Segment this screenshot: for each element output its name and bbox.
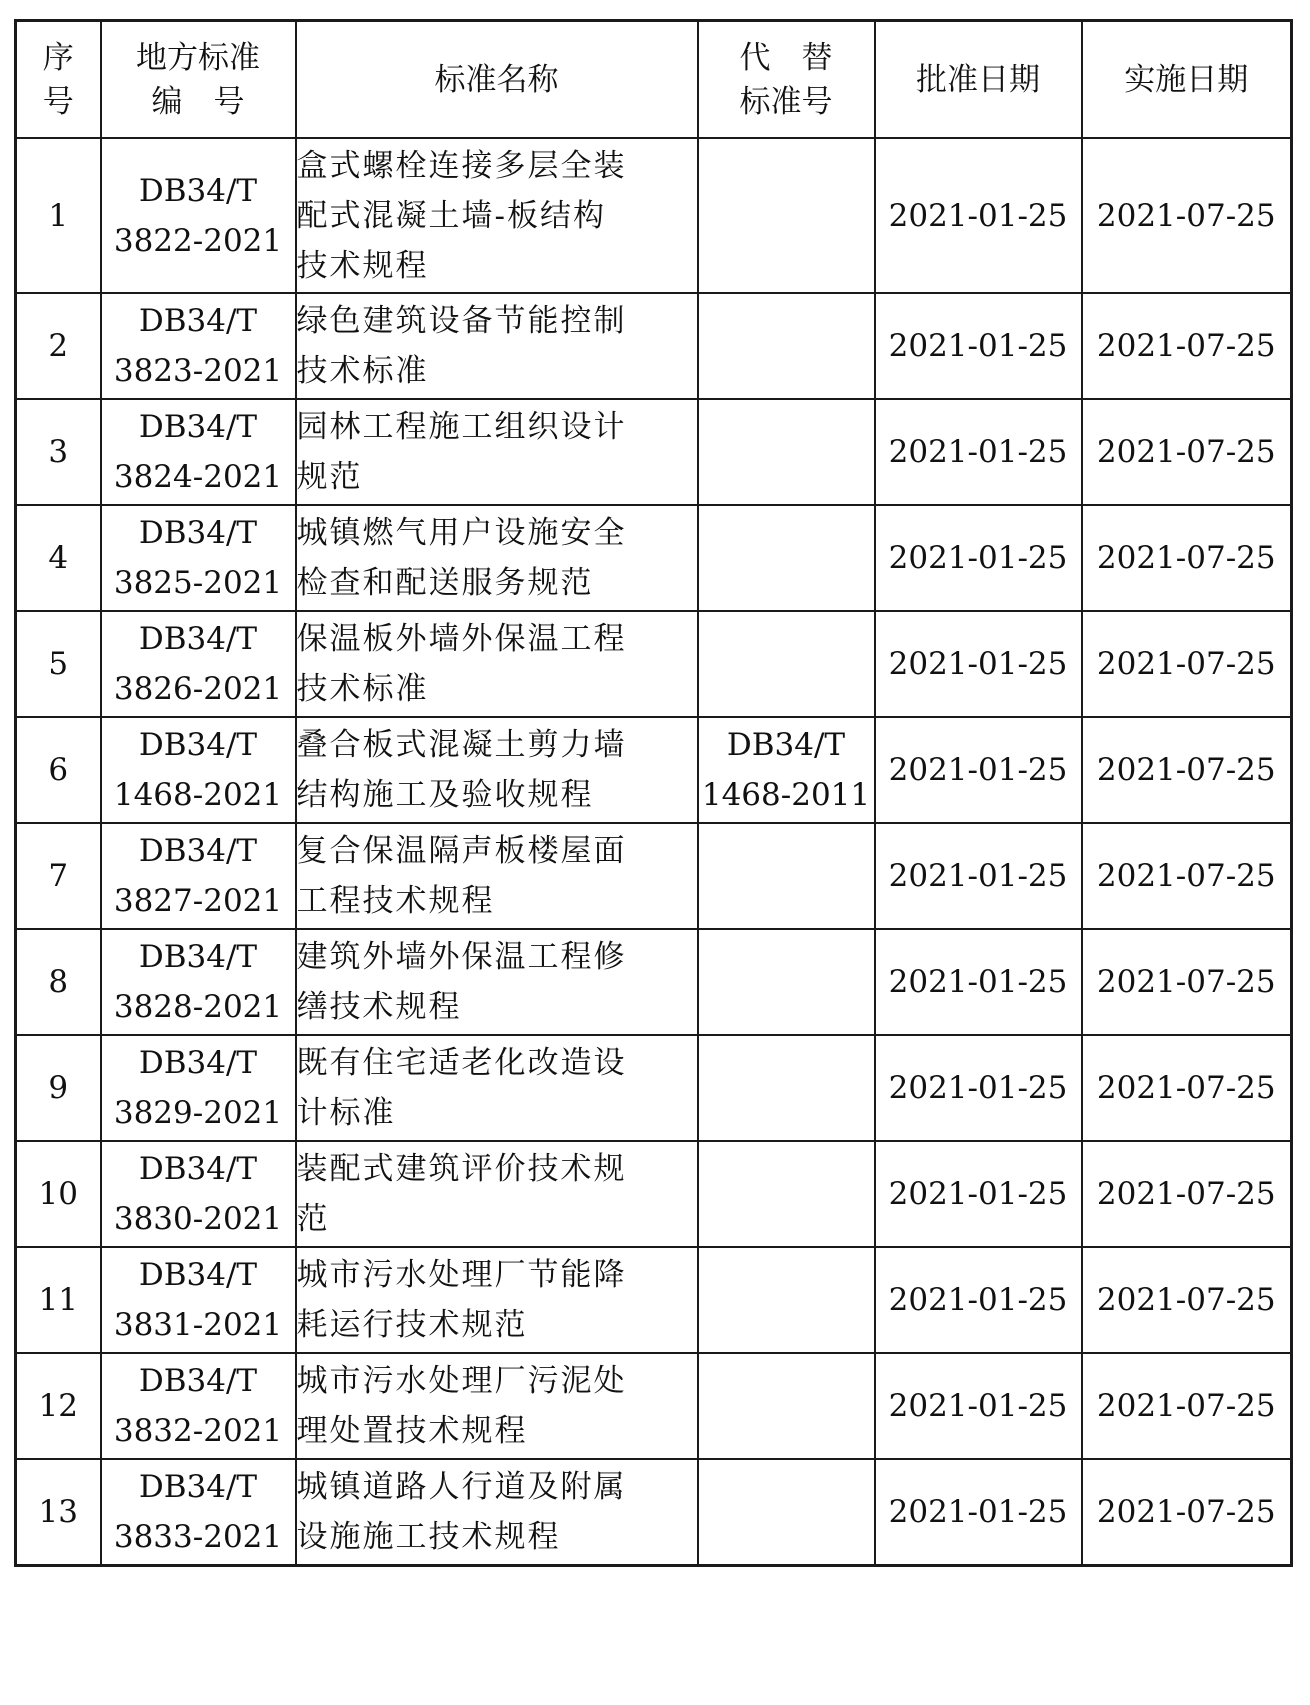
- standard-name-line: 规范: [296, 459, 363, 495]
- local-code-line: DB34/T: [138, 833, 258, 869]
- seq-value: 2: [48, 328, 69, 364]
- local-code-cell: [101, 138, 296, 293]
- seq-cell: [16, 611, 101, 717]
- effective-date-value: 2021-07-25: [1096, 540, 1276, 576]
- effective-date-cell: [1082, 1035, 1292, 1141]
- approval-date-cell: [875, 138, 1082, 293]
- replaces-cell: [698, 1459, 875, 1565]
- header-local-code-line-1: 地方标准: [136, 39, 260, 76]
- seq-cell: [16, 929, 101, 1035]
- header-replaces-line-2: 标准号: [739, 83, 833, 120]
- local-code-line: 3830-2021: [113, 1201, 283, 1237]
- local-code-line: 3824-2021: [113, 459, 283, 495]
- approval-date-cell: [875, 1459, 1082, 1565]
- effective-date-value: 2021-07-25: [1096, 328, 1276, 364]
- table-row: [16, 1035, 1292, 1141]
- header-effective-date: [1082, 21, 1292, 139]
- standard-name-line: 技术标准: [296, 353, 429, 389]
- local-code-line: 3826-2021: [113, 671, 283, 707]
- seq-value: 5: [48, 646, 69, 682]
- standard-name-line: 复合保温隔声板楼屋面: [296, 833, 627, 869]
- replaces-cell: [698, 1035, 875, 1141]
- table-row: [16, 717, 1292, 823]
- effective-date-value: 2021-07-25: [1096, 646, 1276, 682]
- standard-name-line: 城市污水处理厂污泥处: [296, 1363, 627, 1399]
- local-code-line: 3829-2021: [113, 1095, 283, 1131]
- seq-value: 4: [48, 540, 69, 576]
- local-code-line: 3833-2021: [113, 1518, 283, 1555]
- seq-cell: [16, 138, 101, 293]
- effective-date-cell: [1082, 1353, 1292, 1459]
- replaces-cell: [698, 505, 875, 611]
- seq-value: 10: [38, 1176, 78, 1212]
- effective-date-value: 2021-07-25: [1096, 1388, 1276, 1424]
- local-code-line: DB34/T: [138, 409, 258, 445]
- effective-date-cell: [1082, 929, 1292, 1035]
- seq-value: 11: [38, 1282, 78, 1318]
- standard-name-line: 园林工程施工组织设计: [296, 409, 627, 445]
- standard-name-cell: [296, 1247, 698, 1353]
- standard-name-cell: [296, 929, 698, 1035]
- standard-name-line: 盒式螺栓连接多层全装: [296, 147, 627, 184]
- standard-name-line: 城镇燃气用户设施安全: [296, 515, 627, 551]
- effective-date-cell: [1082, 138, 1292, 293]
- header-effective-date-label: 实施日期: [1124, 61, 1249, 98]
- seq-cell: [16, 823, 101, 929]
- approval-date-cell: [875, 1035, 1082, 1141]
- local-code-cell: [101, 399, 296, 505]
- table-body: [16, 138, 1292, 1565]
- standard-name-cell: [296, 1459, 698, 1565]
- standard-name-line: 配式混凝土墙-板结构: [296, 197, 606, 234]
- replaces-cell: [698, 1141, 875, 1247]
- local-code-cell: [101, 823, 296, 929]
- standard-name-cell: [296, 293, 698, 399]
- standard-name-line: 技术规程: [296, 247, 429, 284]
- seq-cell: [16, 293, 101, 399]
- standard-name-line: 耗运行技术规范: [296, 1307, 528, 1343]
- standard-name-line: 装配式建筑评价技术规: [296, 1151, 627, 1187]
- local-code-cell: [101, 929, 296, 1035]
- seq-cell: [16, 1141, 101, 1247]
- table-row: [16, 823, 1292, 929]
- standard-name-cell: [296, 1141, 698, 1247]
- seq-cell: [16, 1035, 101, 1141]
- approval-date-value: 2021-01-25: [888, 964, 1068, 1000]
- seq-value: 8: [48, 964, 69, 1000]
- local-code-cell: [101, 293, 296, 399]
- local-code-line: DB34/T: [138, 515, 258, 551]
- effective-date-value: 2021-07-25: [1096, 1282, 1276, 1318]
- local-code-line: DB34/T: [138, 1151, 258, 1187]
- effective-date-value: 2021-07-25: [1096, 1176, 1276, 1212]
- standard-name-line: 计标准: [296, 1095, 396, 1131]
- table-row: [16, 1459, 1292, 1565]
- local-code-line: DB34/T: [138, 939, 258, 975]
- standard-name-cell: [296, 1035, 698, 1141]
- replaces-cell: [698, 929, 875, 1035]
- effective-date-cell: [1082, 1141, 1292, 1247]
- effective-date-value: 2021-07-25: [1096, 1070, 1276, 1106]
- approval-date-value: 2021-01-25: [888, 1070, 1068, 1106]
- replaces-cell: [698, 399, 875, 505]
- table-row: [16, 1247, 1292, 1353]
- header-name-label: 标准名称: [434, 61, 559, 98]
- approval-date-cell: [875, 1247, 1082, 1353]
- seq-cell: [16, 505, 101, 611]
- effective-date-value: 2021-07-25: [1096, 964, 1276, 1000]
- approval-date-value: 2021-01-25: [888, 1282, 1068, 1318]
- replaces-cell: [698, 1353, 875, 1459]
- replaces-cell: [698, 717, 875, 823]
- effective-date-cell: [1082, 399, 1292, 505]
- standard-name-line: 缮技术规程: [296, 989, 462, 1025]
- replaces-cell: [698, 293, 875, 399]
- local-code-line: 3827-2021: [113, 883, 283, 919]
- standards-table: [14, 19, 1293, 1567]
- table-row: [16, 1353, 1292, 1459]
- local-code-cell: [101, 1247, 296, 1353]
- header-approval-date-label: 批准日期: [916, 61, 1040, 98]
- standard-name-line: 绿色建筑设备节能控制: [296, 303, 627, 339]
- local-code-cell: [101, 1141, 296, 1247]
- table-row: [16, 929, 1292, 1035]
- standard-name-cell: [296, 717, 698, 823]
- effective-date-value: 2021-07-25: [1096, 752, 1276, 788]
- approval-date-cell: [875, 399, 1082, 505]
- local-code-line: 3831-2021: [113, 1307, 283, 1343]
- local-code-cell: [101, 1035, 296, 1141]
- local-code-line: 3822-2021: [113, 222, 283, 259]
- header-replaces: [698, 21, 875, 139]
- local-code-line: DB34/T: [138, 303, 258, 339]
- header-local-code-line-2: 编 号: [151, 83, 245, 120]
- standard-name-line: 既有住宅适老化改造设: [296, 1045, 627, 1081]
- seq-value: 6: [48, 752, 69, 788]
- approval-date-value: 2021-01-25: [888, 540, 1068, 576]
- header-row: [16, 21, 1292, 139]
- local-code-line: 3828-2021: [113, 989, 283, 1025]
- local-code-cell: [101, 717, 296, 823]
- seq-value: 3: [48, 434, 69, 470]
- header-local-code: [101, 21, 296, 139]
- seq-cell: [16, 1353, 101, 1459]
- effective-date-value: 2021-07-25: [1096, 434, 1276, 470]
- effective-date-cell: [1082, 611, 1292, 717]
- standard-name-cell: [296, 505, 698, 611]
- approval-date-cell: [875, 611, 1082, 717]
- standard-name-line: 技术标准: [296, 671, 429, 707]
- replaces-cell: [698, 823, 875, 929]
- effective-date-cell: [1082, 823, 1292, 929]
- approval-date-value: 2021-01-25: [888, 197, 1068, 234]
- local-code-line: 3825-2021: [113, 565, 283, 601]
- standard-name-cell: [296, 399, 698, 505]
- header-name: [296, 21, 698, 139]
- local-code-cell: [101, 505, 296, 611]
- seq-value: 9: [48, 1070, 69, 1106]
- approval-date-value: 2021-01-25: [888, 1176, 1068, 1212]
- table-row: [16, 611, 1292, 717]
- local-code-line: DB34/T: [138, 172, 258, 209]
- seq-value: 12: [38, 1388, 78, 1424]
- standard-name-line: 建筑外墙外保温工程修: [296, 939, 627, 975]
- seq-cell: [16, 717, 101, 823]
- standard-name-line: 检查和配送服务规范: [296, 565, 594, 601]
- standard-name-cell: [296, 1353, 698, 1459]
- effective-date-cell: [1082, 293, 1292, 399]
- approval-date-cell: [875, 293, 1082, 399]
- approval-date-value: 2021-01-25: [888, 752, 1068, 788]
- local-code-line: DB34/T: [138, 621, 258, 657]
- effective-date-cell: [1082, 717, 1292, 823]
- table-row: [16, 505, 1292, 611]
- effective-date-value: 2021-07-25: [1096, 197, 1276, 234]
- standard-name-line: 城市污水处理厂节能降: [296, 1257, 627, 1293]
- approval-date-value: 2021-01-25: [888, 1388, 1068, 1424]
- local-code-line: 1468-2021: [113, 777, 283, 813]
- standard-name-line: 工程技术规程: [296, 883, 495, 919]
- seq-value: 7: [48, 858, 69, 894]
- local-code-cell: [101, 1459, 296, 1565]
- replaces-cell: [698, 138, 875, 293]
- standard-name-line: 结构施工及验收规程: [296, 777, 594, 813]
- table-row: [16, 138, 1292, 293]
- standard-name-line: 城镇道路人行道及附属: [296, 1468, 627, 1505]
- approval-date-cell: [875, 505, 1082, 611]
- seq-value: 13: [38, 1493, 78, 1530]
- local-code-line: DB34/T: [138, 1363, 258, 1399]
- approval-date-cell: [875, 1141, 1082, 1247]
- effective-date-value: 2021-07-25: [1096, 1493, 1276, 1530]
- approval-date-cell: [875, 717, 1082, 823]
- approval-date-value: 2021-01-25: [888, 434, 1068, 470]
- approval-date-value: 2021-01-25: [888, 1493, 1068, 1530]
- seq-cell: [16, 399, 101, 505]
- seq-value: 1: [48, 197, 69, 234]
- standard-name-line: 保温板外墙外保温工程: [296, 621, 627, 657]
- approval-date-value: 2021-01-25: [888, 858, 1068, 894]
- approval-date-cell: [875, 1353, 1082, 1459]
- replaces-line: 1468-2011: [701, 777, 871, 813]
- header-seq-line-2: 号: [42, 83, 74, 120]
- effective-date-value: 2021-07-25: [1096, 858, 1276, 894]
- seq-cell: [16, 1459, 101, 1565]
- effective-date-cell: [1082, 505, 1292, 611]
- header-approval-date: [875, 21, 1082, 139]
- header-replaces-line-1: 代 替: [739, 39, 833, 76]
- local-code-line: 3832-2021: [113, 1413, 283, 1449]
- seq-cell: [16, 1247, 101, 1353]
- table-row: [16, 399, 1292, 505]
- effective-date-cell: [1082, 1247, 1292, 1353]
- standard-name-cell: [296, 138, 698, 293]
- approval-date-value: 2021-01-25: [888, 646, 1068, 682]
- local-code-line: DB34/T: [138, 1257, 258, 1293]
- standard-name-line: 叠合板式混凝土剪力墙: [296, 727, 627, 763]
- effective-date-cell: [1082, 1459, 1292, 1565]
- local-code-line: DB34/T: [138, 727, 258, 763]
- local-code-cell: [101, 1353, 296, 1459]
- header-seq-line-1: 序: [42, 39, 74, 76]
- table-row: [16, 1141, 1292, 1247]
- standard-name-line: 范: [296, 1201, 330, 1237]
- standard-name-line: 设施施工技术规程: [296, 1518, 561, 1555]
- table-row: [16, 293, 1292, 399]
- standard-name-line: 理处置技术规程: [296, 1413, 528, 1449]
- approval-date-cell: [875, 823, 1082, 929]
- standard-name-cell: [296, 823, 698, 929]
- approval-date-cell: [875, 929, 1082, 1035]
- local-code-line: DB34/T: [138, 1045, 258, 1081]
- replaces-cell: [698, 1247, 875, 1353]
- local-code-line: DB34/T: [138, 1468, 258, 1505]
- replaces-cell: [698, 611, 875, 717]
- header-seq: [16, 21, 101, 139]
- approval-date-value: 2021-01-25: [888, 328, 1068, 364]
- standard-name-cell: [296, 611, 698, 717]
- local-code-cell: [101, 611, 296, 717]
- replaces-line: DB34/T: [726, 727, 846, 763]
- local-code-line: 3823-2021: [113, 353, 283, 389]
